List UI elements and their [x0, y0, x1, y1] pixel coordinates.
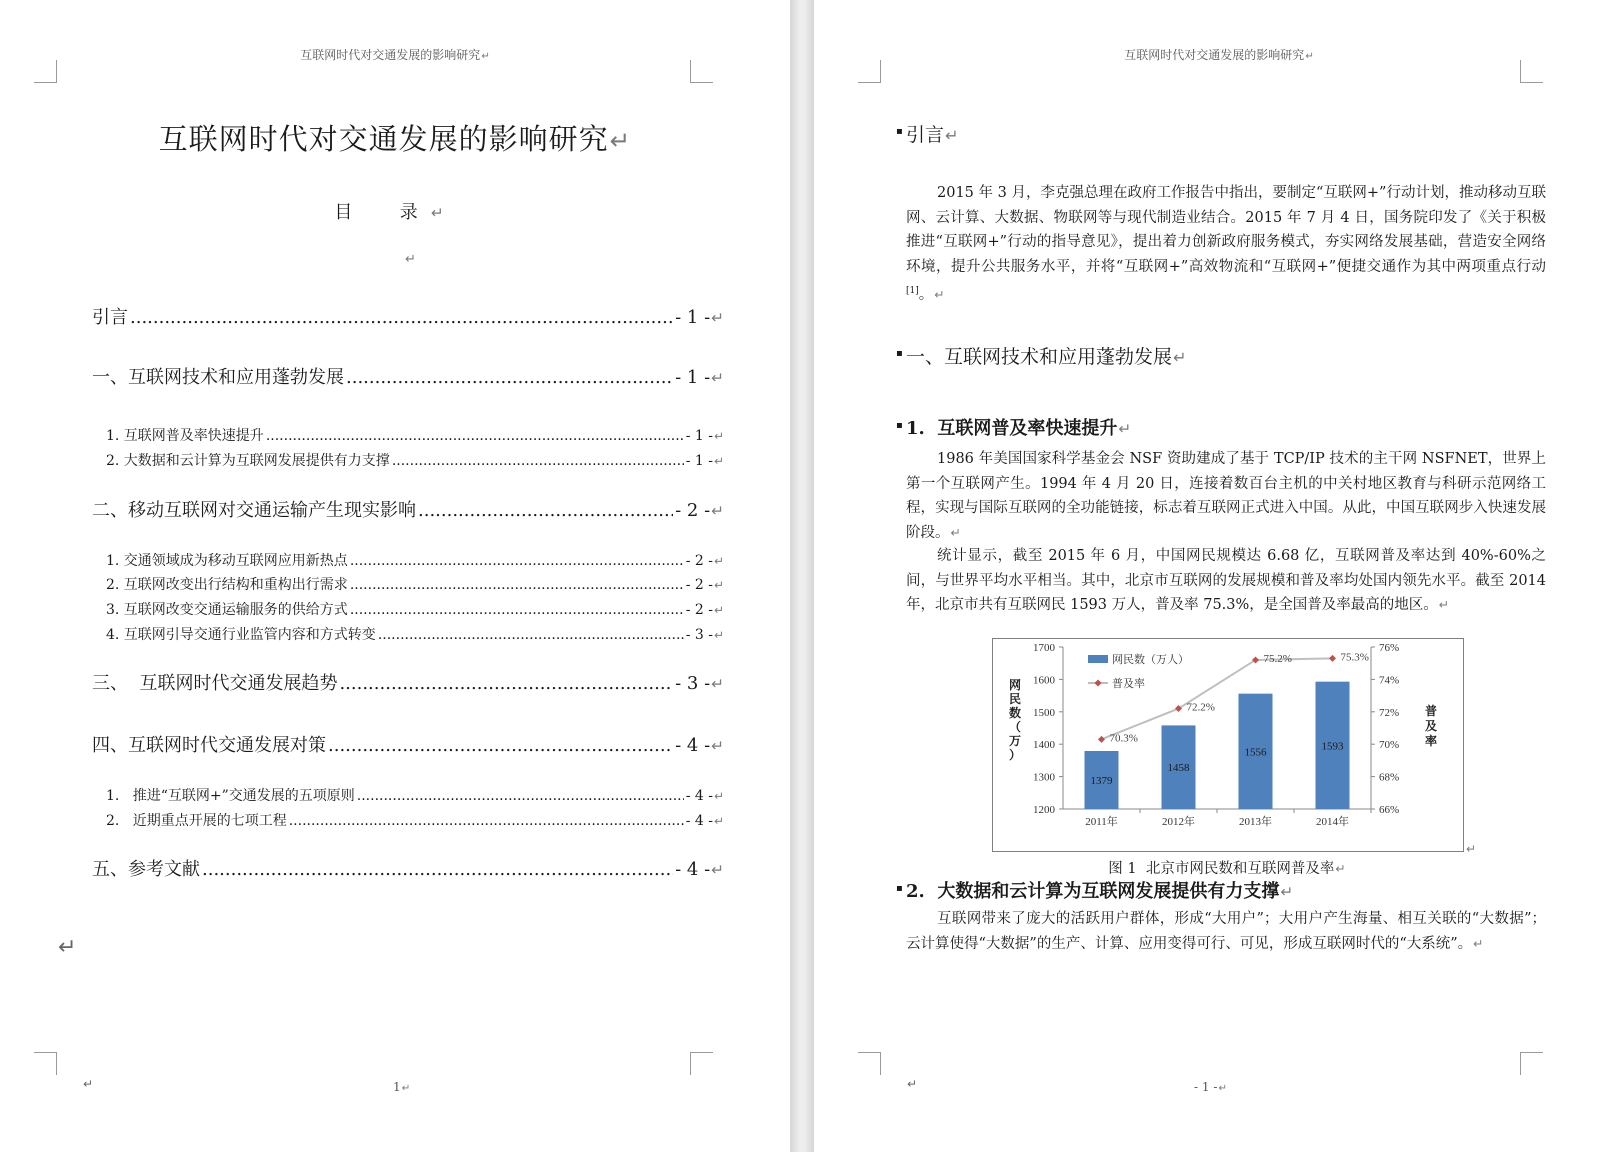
y-tick-label: 1700 — [1033, 642, 1055, 654]
empty-paragraph-mark-icon: ↵ — [405, 252, 416, 267]
y-tick-label: 1300 — [1033, 771, 1055, 784]
y2-axis-title-char: 普 — [1424, 704, 1438, 718]
paragraph-end: 。 — [918, 286, 934, 303]
heading-subsection-1[interactable] — [906, 414, 1131, 440]
crop-mark-bottom-right — [690, 1052, 713, 1075]
header-text: 互联网时代对交通发展的影响研究 — [1124, 48, 1305, 62]
toc-leader-dots — [357, 788, 684, 804]
figure-caption — [992, 857, 1462, 878]
toc-entry[interactable] — [92, 731, 724, 757]
y-axis-title-char: 民 — [1008, 692, 1022, 706]
toc-entry-label: 3. 互联网改变交通运输服务的供给方式 — [106, 602, 348, 618]
toc-entry-page: - 3 - — [675, 673, 711, 694]
paragraph-mark-icon: ↵ — [711, 861, 724, 879]
toc-entry-label: 2. 大数据和云计算为互联网发展提供有力支撑 — [106, 453, 390, 469]
paragraph-mark-icon: ↵ — [401, 1083, 411, 1094]
heading-text: 一、互联网技术和应用蓬勃发展 — [906, 346, 1173, 368]
x-tick-label: 2014年 — [1316, 816, 1349, 828]
toc-entry[interactable] — [106, 574, 724, 594]
document-title-text: 互联网时代对交通发展的影响研究 — [158, 122, 609, 156]
chart-svg — [993, 639, 1463, 851]
toc-entry-page: - 2 - — [685, 602, 714, 618]
y2-axis-title-char: 及 — [1424, 719, 1438, 733]
document-page-left — [0, 0, 790, 1152]
page-number-text: 1 — [393, 1080, 401, 1094]
paragraph-text: 1986 年美国国家科学基金会 NSF 资助建成了基于 TCP/IP 技术的主干网 NSFNET，世界上第一个互联网产生。1994 年 4 月 20 日，连接着数百台主机的中关村地区教育与科研示范网络工程，实现与国际互联网的全功能链接，标志着互联网正式进入中国。从此，中国互联网步入快速发展阶段。 — [906, 451, 1546, 541]
x-tick-label: 2011年 — [1085, 816, 1118, 828]
toc-entry-page: - 4 - — [685, 813, 714, 829]
line-value-label: 72.2% — [1186, 701, 1215, 714]
legend-line-label: 普及率 — [1112, 678, 1145, 690]
crop-mark-top-left — [34, 60, 57, 83]
toc-entry-label: 1. 互联网普及率快速提升 — [106, 428, 264, 444]
page-gutter — [790, 0, 814, 1152]
toc-entry-label: 2. 互联网改变出行结构和重构出行需求 — [106, 577, 348, 593]
toc-entry[interactable] — [92, 855, 724, 881]
paragraph-mark-icon: ↵ — [934, 287, 945, 302]
y2-tick-label: 68% — [1379, 771, 1400, 784]
toc-entry-label: 4. 互联网引导交通行业监管内容和方式转变 — [106, 627, 376, 643]
body-paragraph[interactable] — [906, 544, 1546, 618]
toc-entry-page: - 1 - — [675, 307, 711, 328]
y-axis-title-char: 数 — [1008, 706, 1022, 720]
heading-section-1[interactable] — [906, 342, 1187, 369]
crop-mark-bottom-left — [34, 1052, 57, 1075]
toc-leader-dots — [418, 500, 673, 521]
toc-entry[interactable] — [92, 303, 724, 329]
toc-entry-label: 1. 推进“互联网+”交通发展的五项原则 — [106, 788, 355, 804]
legend-line-marker — [1095, 680, 1102, 687]
paragraph-mark-icon: ↵ — [714, 814, 724, 828]
page-number — [1194, 1080, 1227, 1094]
paragraph-mark-icon: ↵ — [711, 675, 724, 693]
paragraph-mark-icon: ↵ — [945, 126, 959, 145]
x-tick-label: 2012年 — [1162, 816, 1195, 828]
legend-bar-swatch — [1088, 655, 1108, 663]
paragraph-mark-icon: ↵ — [714, 603, 724, 617]
toc-entry-page: - 3 - — [685, 627, 714, 643]
crop-mark-top-right — [690, 60, 713, 83]
toc-entry[interactable] — [92, 496, 724, 522]
y-axis-title-char: ） — [1008, 748, 1022, 762]
toc-leader-dots — [350, 577, 684, 593]
y2-tick-label: 70% — [1379, 739, 1400, 752]
toc-leader-dots — [346, 367, 673, 388]
y2-tick-label: 74% — [1379, 674, 1400, 687]
crop-mark-bottom-right — [1520, 1052, 1543, 1075]
y-tick-label: 1600 — [1033, 674, 1055, 687]
page-number-text: - 1 - — [1194, 1080, 1218, 1094]
y2-tick-label: 76% — [1379, 642, 1400, 654]
chart-figure[interactable] — [992, 638, 1464, 852]
paragraph-mark-icon: ↵ — [714, 554, 724, 568]
line-value-label: 75.2% — [1263, 652, 1292, 665]
paragraph-mark-icon: ↵ — [1473, 936, 1484, 951]
toc-entry-label: 三、 互联网时代交通发展趋势 — [92, 673, 338, 694]
page-header — [814, 46, 1624, 63]
paragraph-mark-icon: ↵ — [711, 309, 724, 327]
toc-leader-dots — [266, 428, 684, 444]
paragraph-mark-icon: ↵ — [430, 204, 456, 222]
footer-paragraph-mark-icon: ↵ — [907, 1077, 918, 1091]
paragraph-mark-icon: ↵ — [1438, 598, 1450, 612]
y2-tick-label: 66% — [1379, 804, 1400, 816]
legend-bar-label: 网民数（万人） — [1112, 654, 1189, 666]
toc-leader-dots — [339, 673, 673, 694]
header-text: 互联网时代对交通发展的影响研究 — [300, 48, 481, 62]
crop-mark-top-right — [1520, 60, 1543, 83]
toc-entry[interactable] — [92, 669, 724, 695]
paragraph-mark-icon: ↵ — [1280, 883, 1294, 901]
toc-entry-label: 四、互联网时代交通发展对策 — [92, 735, 326, 756]
caption-text: 图 1 北京市网民数和互联网普及率 — [1108, 861, 1335, 877]
y-axis-title-char: 万 — [1008, 734, 1022, 748]
toc-entry-page: - 1 - — [685, 428, 714, 444]
toc-entry-label: 五、参考文献 — [92, 859, 200, 880]
paragraph-mark-icon: ↵ — [714, 789, 724, 803]
toc-entry-page: - 4 - — [685, 788, 714, 804]
y-tick-label: 1500 — [1033, 706, 1055, 719]
footer-paragraph-mark-icon: ↵ — [83, 1077, 94, 1091]
paragraph-text: 统计显示，截至 2015 年 6 月，中国网民规模达 6.68 亿，互联网普及率达到 40%-60%之间，与世界平均水平相当。其中，北京市互联网的发展规模和普及率均处国内领先水平。截至 2014 年，北京市共有互联网民 1593 万人，普及率 75.3%，是全国普及率最高的地区。 — [906, 548, 1546, 613]
toc-entry-page: - 1 - — [675, 367, 711, 388]
x-tick-label: 2013年 — [1239, 816, 1272, 828]
heading-text: 引言 — [906, 124, 945, 146]
line-point-marker — [1098, 736, 1105, 743]
y2-tick-label: 72% — [1379, 706, 1400, 719]
y-axis-title-char: （ — [1008, 720, 1022, 734]
body-paragraph[interactable] — [906, 907, 1546, 956]
bar-value-label: 1556 — [1244, 746, 1267, 759]
paragraph-mark-icon: ↵ — [1218, 1083, 1227, 1094]
toc-leader-dots — [202, 859, 673, 880]
heading-text: 1. 互联网普及率快速提升 — [906, 418, 1118, 439]
toc-entry[interactable] — [106, 785, 724, 805]
toc-entry-label: 2. 近期重点开展的七项工程 — [106, 813, 287, 829]
toc-entry[interactable] — [106, 425, 724, 445]
paragraph-mark-icon: ↵ — [714, 454, 724, 468]
paragraph-mark-icon: ↵ — [950, 525, 961, 540]
toc-leader-dots — [378, 627, 684, 643]
y2-axis-title-char: 率 — [1424, 734, 1438, 748]
toc-entry[interactable] — [106, 450, 724, 470]
line-value-label: 70.3% — [1109, 732, 1138, 745]
line-point-marker — [1329, 655, 1336, 662]
heading-subsection-2[interactable] — [906, 877, 1293, 903]
paragraph-mark-icon: ↵ — [1173, 348, 1187, 367]
paragraph-mark-icon: ↵ — [1305, 51, 1314, 62]
paragraph-mark-icon: ↵ — [714, 578, 724, 592]
paragraph-mark-icon: ↵ — [711, 737, 724, 755]
toc-entry-page: - 4 - — [675, 859, 711, 880]
paragraph-mark-icon: ↵ — [714, 628, 724, 642]
paragraph-mark-icon: ↵ — [609, 126, 632, 155]
paragraph-mark-icon: ↵ — [714, 429, 724, 443]
paragraph-mark-icon: ↵ — [711, 502, 724, 520]
toc-leader-dots — [130, 307, 673, 328]
toc-entry-page: - 1 - — [685, 453, 714, 469]
line-value-label: 75.3% — [1340, 651, 1369, 664]
document-title[interactable] — [0, 117, 790, 158]
bar-value-label: 1593 — [1321, 740, 1344, 753]
heading-intro[interactable] — [906, 120, 959, 147]
y-tick-label: 1200 — [1033, 804, 1055, 816]
paragraph-mark-icon: ↵ — [1118, 420, 1132, 438]
crop-mark-top-left — [858, 60, 881, 83]
page-number — [393, 1080, 410, 1094]
series-line-penetration — [1102, 658, 1333, 739]
crop-mark-bottom-left — [858, 1052, 881, 1075]
toc-entry[interactable] — [106, 624, 724, 644]
toc-entry-page: - 2 - — [685, 553, 714, 569]
toc-entry[interactable] — [106, 550, 724, 570]
empty-paragraph-mark-icon: ↵ — [58, 935, 77, 960]
heading-text: 2. 大数据和云计算为互联网发展提供有力支撑 — [906, 881, 1280, 902]
toc-entry[interactable] — [92, 363, 724, 389]
toc-entry-page: - 4 - — [675, 735, 711, 756]
bar-value-label: 1379 — [1090, 775, 1113, 788]
y-axis-title-char: 网 — [1008, 678, 1022, 692]
paragraph-mark-icon: ↵ — [711, 369, 724, 387]
toc-leader-dots — [328, 735, 673, 756]
toc-entry-page: - 2 - — [675, 500, 711, 521]
paragraph-text: 2015 年 3 月，李克强总理在政府工作报告中指出，要制定“互联网+”行动计划，推动移动互联网、云计算、大数据、物联网等与现代制造业结合。2015 年 7 月 4 日，国务院印发了《关于积极推进“互联网+”行动的指导意见》，提出着力创新政府服务模式，夯实网络发展基础，营造安全网络环境，提升公共服务水平，并将“互联网+”高效物流和“互联网+”便捷交通作为其中两项重点行动 — [906, 185, 1546, 275]
body-paragraph[interactable] — [906, 181, 1546, 307]
toc-entry-label: 1. 交通领域成为移动互联网应用新热点 — [106, 553, 348, 569]
page-header — [0, 46, 790, 63]
toc-entry[interactable] — [106, 599, 724, 619]
toc-heading-text: 目 录 — [334, 202, 430, 223]
toc-leader-dots — [350, 553, 684, 569]
bar-value-label: 1458 — [1167, 762, 1190, 775]
paragraph-text: 互联网带来了庞大的活跃用户群体，形成“大用户”；大用户产生海量、相互关联的“大数据”；云计算使得“大数据”的生产、计算、应用变得可行、可见，形成互联网时代的“大系统”。 — [906, 911, 1546, 952]
toc-entry-label: 二、移动互联网对交通运输产生现实影响 — [92, 500, 416, 521]
paragraph-mark-icon: ↵ — [1335, 862, 1346, 876]
toc-entry[interactable] — [106, 810, 724, 830]
citation-ref: [1] — [906, 286, 919, 296]
toc-leader-dots — [350, 602, 684, 618]
body-paragraph[interactable] — [906, 447, 1546, 545]
toc-leader-dots — [392, 453, 684, 469]
paragraph-mark-icon: ↵ — [1466, 842, 1477, 856]
toc-entry-label: 一、互联网技术和应用蓬勃发展 — [92, 367, 344, 388]
toc-heading[interactable] — [0, 198, 790, 224]
toc-entry-page: - 2 - — [685, 577, 714, 593]
paragraph-mark-icon: ↵ — [481, 51, 490, 62]
toc-leader-dots — [289, 813, 684, 829]
y-tick-label: 1400 — [1033, 739, 1055, 752]
toc-entry-label: 引言 — [92, 307, 128, 328]
